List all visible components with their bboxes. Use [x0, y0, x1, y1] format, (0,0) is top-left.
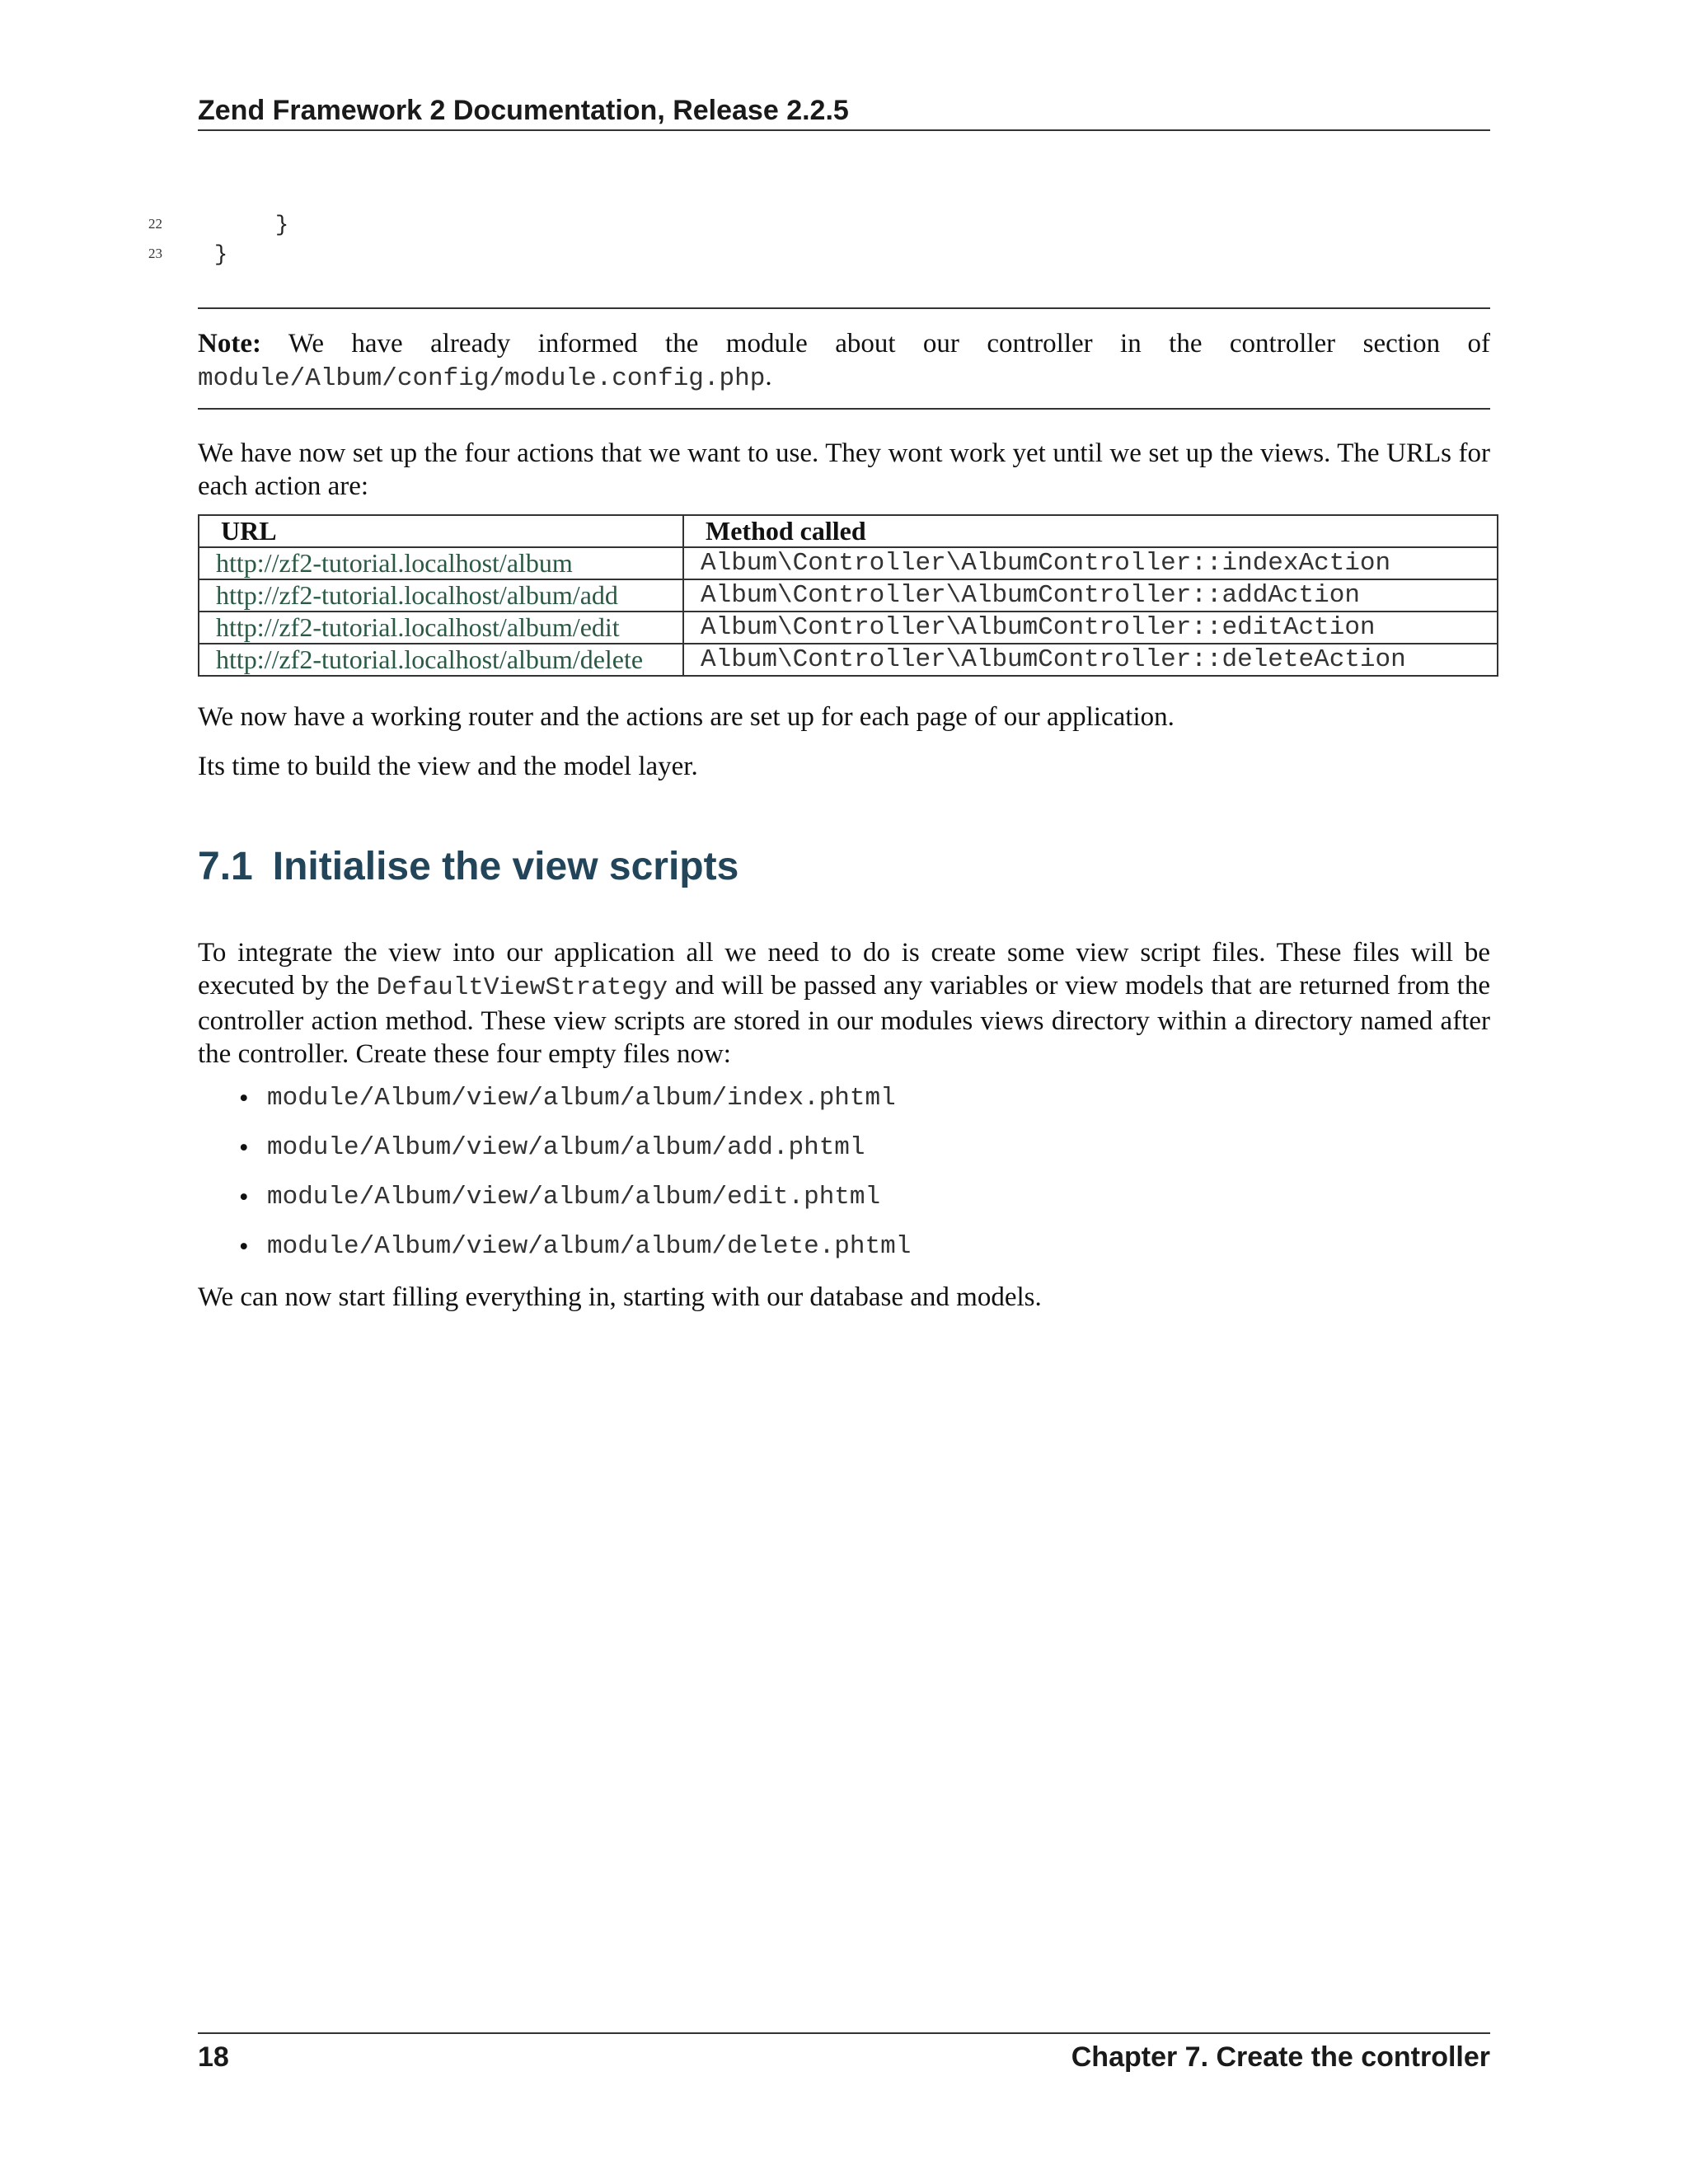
section-heading [198, 841, 738, 893]
file-path: module/Album/view/album/album/index.phtml [267, 1084, 896, 1113]
code-block [148, 211, 1490, 270]
chapter-title: Chapter 7. Create the controller [1071, 2041, 1490, 2073]
router-done-paragraph: We now have a working router and the actions are set up for each page of our application. [198, 702, 1175, 732]
list-item [239, 1132, 911, 1181]
url-link-delete[interactable]: http://zf2-tutorial.localhost/album/delete [199, 644, 683, 676]
note-label: Note: [198, 329, 261, 359]
column-header-url: URL [199, 515, 683, 547]
note-period: . [765, 362, 772, 391]
list-item [239, 1082, 911, 1132]
code-line [148, 211, 1490, 241]
table-row [199, 547, 1498, 579]
code-text: } [214, 243, 228, 268]
section-intro-paragraph [198, 936, 1490, 1071]
file-path: module/Album/view/album/album/delete.phtml [267, 1232, 912, 1261]
code-line [148, 241, 1490, 270]
section-intro-text-cont: and will be passed any variables or view models that are returned from the controller action method. These view scripts are stored in our modules views directory within a directory named after the controller. Create these four empty files now: [198, 971, 1490, 1069]
file-path: module/Album/view/album/album/edit.phtml [267, 1183, 881, 1212]
method-cell: Album\Controller\AlbumController::addAction [683, 579, 1498, 612]
table-row [199, 612, 1498, 644]
note-box [198, 307, 1490, 410]
view-file-list [239, 1082, 911, 1280]
line-number: 22 [148, 216, 162, 232]
column-header-method: Method called [683, 515, 1498, 547]
url-link-add[interactable]: http://zf2-tutorial.localhost/album/add [199, 579, 683, 612]
table-row [199, 579, 1498, 612]
section-title: Initialise the view scripts [272, 845, 739, 888]
list-item [239, 1230, 911, 1280]
table-header-row [199, 515, 1498, 547]
code-text: } [275, 213, 289, 238]
note-config-path: module/Album/config/module.config.php [198, 364, 766, 393]
file-path: module/Album/view/album/album/add.phtml [267, 1133, 865, 1162]
note-first-line [198, 327, 1490, 360]
table-row [199, 644, 1498, 676]
method-cell: Album\Controller\AlbumController::editAction [683, 612, 1498, 644]
actions-intro-paragraph: We have now set up the four actions that we want to use. They wont work yet until we set up the views. The URLs for each action are: [198, 438, 1490, 501]
method-cell: Album\Controller\AlbumController::deleteAction [683, 644, 1498, 676]
footer-rule [198, 2032, 1490, 2034]
url-link-edit[interactable]: http://zf2-tutorial.localhost/album/edit [199, 612, 683, 644]
url-link-index[interactable]: http://zf2-tutorial.localhost/album [199, 547, 683, 579]
page-number: 18 [198, 2041, 229, 2073]
time-to-build-paragraph: Its time to build the view and the model layer. [198, 752, 698, 781]
running-header: Zend Framework 2 Documentation, Release 2.2.5 [198, 95, 849, 126]
header-rule [198, 129, 1490, 131]
section-number: 7.1 [198, 845, 253, 888]
default-view-strategy-code: DefaultViewStrategy [376, 973, 668, 1002]
method-cell: Album\Controller\AlbumController::indexAction [683, 547, 1498, 579]
bullet-icon: • [239, 1133, 249, 1163]
line-number: 23 [148, 246, 162, 261]
list-item [239, 1181, 911, 1230]
bullet-icon: • [239, 1232, 249, 1262]
url-method-table [198, 514, 1498, 677]
bullet-icon: • [239, 1183, 249, 1212]
section-intro-text: To integrate the view into our application all we need to do is create some view script files. These files will be executed by the [198, 938, 1490, 1001]
note-text: We have already informed the module about our controller in the controller section of [288, 329, 1490, 359]
closing-paragraph: We can now start filling everything in, starting with our database and models. [198, 1282, 1042, 1312]
bullet-icon: • [239, 1084, 249, 1113]
note-second-line [198, 360, 1490, 396]
